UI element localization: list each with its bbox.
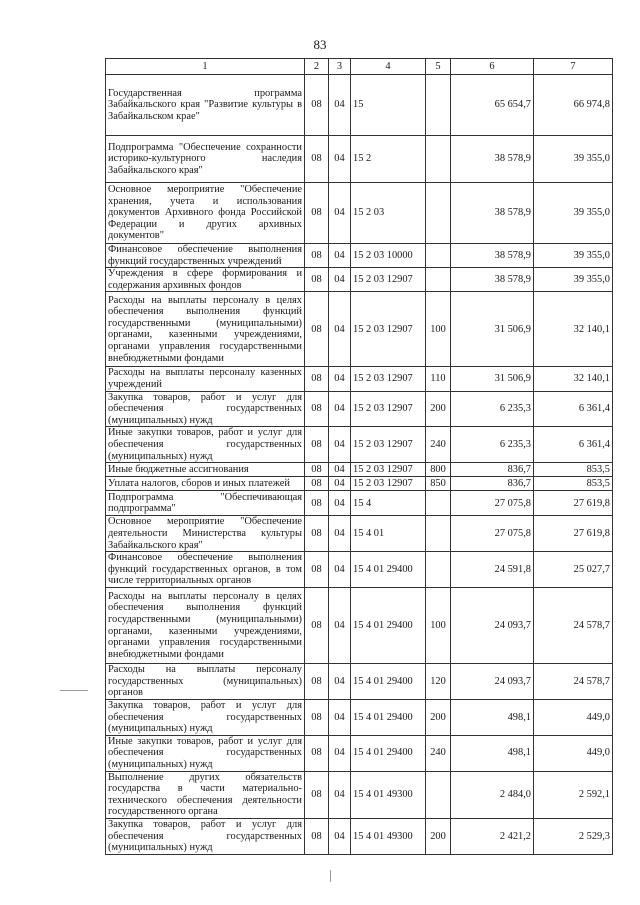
target-article-cell: 15 4 01 49300: [351, 819, 426, 855]
target-article-cell: 15 4: [351, 491, 426, 516]
table-row: [106, 664, 613, 700]
target-article-cell: 15 4 01 29400: [351, 664, 426, 700]
section-code-cell: 08: [305, 427, 329, 463]
section-code-cell: 08: [305, 244, 329, 268]
section-code-cell: 08: [305, 477, 329, 491]
amount-col6-cell: 31 506,9: [451, 292, 534, 367]
row-name-cell: Расходы на выплаты персоналу государственных (муниципальных) органов: [106, 664, 305, 700]
target-article-cell: 15 2 03 12907: [351, 367, 426, 391]
table-row: [106, 244, 613, 268]
subsection-code-cell: 04: [329, 735, 351, 771]
target-article-cell: 15 2 03 10000: [351, 244, 426, 268]
table-row: [106, 268, 613, 292]
expense-type-cell: [426, 268, 451, 292]
table-row: [106, 552, 613, 588]
expense-type-cell: 100: [426, 588, 451, 664]
table-row: [106, 516, 613, 552]
amount-col7-cell: 449,0: [534, 699, 613, 735]
row-name-cell: Финансовое обеспечение выполнения функций государственных учреждений: [106, 244, 305, 268]
amount-col6-cell: 27 075,8: [451, 516, 534, 552]
section-code-cell: 08: [305, 735, 329, 771]
table-row: [106, 183, 613, 244]
amount-col6-cell: 24 093,7: [451, 664, 534, 700]
subsection-code-cell: 04: [329, 552, 351, 588]
row-name-cell: Расходы на выплаты персоналу в целях обеспечения выполнения функций государственными (муниципальными) органами, казенными учреждениями, органами управления государственными внебюджетными фондами: [106, 292, 305, 367]
row-name-cell: Подпрограмма "Обеспечивающая подпрограмма": [106, 491, 305, 516]
subsection-code-cell: 04: [329, 516, 351, 552]
table-row: [106, 292, 613, 367]
expense-type-cell: [426, 183, 451, 244]
expense-type-cell: [426, 491, 451, 516]
section-code-cell: 08: [305, 516, 329, 552]
amount-col7-cell: 39 355,0: [534, 268, 613, 292]
table-row: [106, 75, 613, 136]
expense-type-cell: [426, 136, 451, 183]
amount-col6-cell: 38 578,9: [451, 244, 534, 268]
target-article-cell: 15 2 03: [351, 183, 426, 244]
header-cell-7: 7: [534, 59, 613, 75]
section-code-cell: 08: [305, 588, 329, 664]
expense-type-cell: 200: [426, 391, 451, 427]
row-name-cell: Закупка товаров, работ и услуг для обеспечения государственных (муниципальных) нужд: [106, 391, 305, 427]
row-name-cell: Государственная программа Забайкальского края "Развитие культуры в Забайкальском крае": [106, 75, 305, 136]
target-article-cell: 15 4 01 29400: [351, 588, 426, 664]
row-name-cell: Уплата налогов, сборов и иных платежей: [106, 477, 305, 491]
target-article-cell: 15 2 03 12907: [351, 427, 426, 463]
expense-type-cell: [426, 552, 451, 588]
section-code-cell: 08: [305, 367, 329, 391]
row-name-cell: Закупка товаров, работ и услуг для обеспечения государственных (муниципальных) нужд: [106, 699, 305, 735]
section-code-cell: 08: [305, 183, 329, 244]
header-cell-3: 3: [329, 59, 351, 75]
scan-speck: [330, 870, 331, 882]
subsection-code-cell: 04: [329, 491, 351, 516]
subsection-code-cell: 04: [329, 477, 351, 491]
amount-col7-cell: 6 361,4: [534, 427, 613, 463]
subsection-code-cell: 04: [329, 391, 351, 427]
row-name-cell: Основное мероприятие "Обеспечение хранения, учета и использования документов Архивного фонда Российской Федерации и других архивных документов": [106, 183, 305, 244]
expense-type-cell: 800: [426, 463, 451, 477]
header-cell-1: 1: [106, 59, 305, 75]
amount-col6-cell: 6 235,3: [451, 427, 534, 463]
page-number: 83: [313, 37, 327, 52]
subsection-code-cell: 04: [329, 699, 351, 735]
amount-col7-cell: 853,5: [534, 463, 613, 477]
target-article-cell: 15 4 01 49300: [351, 771, 426, 818]
row-name-cell: Основное мероприятие "Обеспечение деятельности Министерства культуры Забайкальского края": [106, 516, 305, 552]
subsection-code-cell: 04: [329, 136, 351, 183]
subsection-code-cell: 04: [329, 268, 351, 292]
row-name-cell: Иные закупки товаров, работ и услуг для обеспечения государственных (муниципальных) нужд: [106, 735, 305, 771]
row-name-cell: Финансовое обеспечение выполнения функций государственных органов, в том числе территориальных органов: [106, 552, 305, 588]
expense-type-cell: 200: [426, 699, 451, 735]
section-code-cell: 08: [305, 819, 329, 855]
expense-type-cell: 110: [426, 367, 451, 391]
table-row: [106, 735, 613, 771]
subsection-code-cell: 04: [329, 244, 351, 268]
amount-col7-cell: 27 619,8: [534, 491, 613, 516]
section-code-cell: 08: [305, 268, 329, 292]
expense-type-cell: 240: [426, 427, 451, 463]
amount-col7-cell: 449,0: [534, 735, 613, 771]
subsection-code-cell: 04: [329, 367, 351, 391]
subsection-code-cell: 04: [329, 588, 351, 664]
amount-col7-cell: 39 355,0: [534, 183, 613, 244]
row-name-cell: Иные закупки товаров, работ и услуг для обеспечения государственных (муниципальных) нужд: [106, 427, 305, 463]
section-code-cell: 08: [305, 491, 329, 516]
target-article-cell: 15 2 03 12907: [351, 391, 426, 427]
row-name-cell: Подпрограмма "Обеспечение сохранности историко-культурного наследия Забайкальского края": [106, 136, 305, 183]
section-code-cell: 08: [305, 463, 329, 477]
section-code-cell: 08: [305, 136, 329, 183]
amount-col6-cell: 2 484,0: [451, 771, 534, 818]
amount-col7-cell: 66 974,8: [534, 75, 613, 136]
target-article-cell: 15 4 01 29400: [351, 552, 426, 588]
amount-col6-cell: 38 578,9: [451, 268, 534, 292]
expense-type-cell: [426, 244, 451, 268]
amount-col6-cell: 498,1: [451, 735, 534, 771]
subsection-code-cell: 04: [329, 664, 351, 700]
expense-type-cell: 100: [426, 292, 451, 367]
row-name-cell: Закупка товаров, работ и услуг для обеспечения государственных (муниципальных) нужд: [106, 819, 305, 855]
row-name-cell: Учреждения в сфере формирования и содержания архивных фондов: [106, 268, 305, 292]
target-article-cell: 15 2 03 12907: [351, 268, 426, 292]
amount-col7-cell: 32 140,1: [534, 367, 613, 391]
expense-type-cell: 850: [426, 477, 451, 491]
header-cell-2: 2: [305, 59, 329, 75]
table-row: [106, 491, 613, 516]
section-code-cell: 08: [305, 292, 329, 367]
amount-col7-cell: 24 578,7: [534, 664, 613, 700]
target-article-cell: 15: [351, 75, 426, 136]
section-code-cell: 08: [305, 664, 329, 700]
amount-col6-cell: 498,1: [451, 699, 534, 735]
subsection-code-cell: 04: [329, 75, 351, 136]
amount-col7-cell: 853,5: [534, 477, 613, 491]
table-row: [106, 463, 613, 477]
table-row: [106, 699, 613, 735]
header-cell-6: 6: [451, 59, 534, 75]
table-row: [106, 427, 613, 463]
target-article-cell: 15 2 03 12907: [351, 292, 426, 367]
amount-col6-cell: 38 578,9: [451, 136, 534, 183]
row-name-cell: Иные бюджетные ассигнования: [106, 463, 305, 477]
target-article-cell: 15 2 03 12907: [351, 477, 426, 491]
amount-col7-cell: 2 592,1: [534, 771, 613, 818]
table-row: [106, 477, 613, 491]
amount-col6-cell: 27 075,8: [451, 491, 534, 516]
amount-col6-cell: 38 578,9: [451, 183, 534, 244]
amount-col6-cell: 6 235,3: [451, 391, 534, 427]
amount-col6-cell: 836,7: [451, 463, 534, 477]
amount-col7-cell: 39 355,0: [534, 244, 613, 268]
expense-type-cell: [426, 771, 451, 818]
section-code-cell: 08: [305, 391, 329, 427]
scan-speck: [60, 690, 88, 691]
target-article-cell: 15 2: [351, 136, 426, 183]
amount-col7-cell: 6 361,4: [534, 391, 613, 427]
table-row: [106, 136, 613, 183]
table-row: [106, 588, 613, 664]
subsection-code-cell: 04: [329, 819, 351, 855]
section-code-cell: 08: [305, 771, 329, 818]
subsection-code-cell: 04: [329, 183, 351, 244]
table-row: [106, 819, 613, 855]
amount-col7-cell: 32 140,1: [534, 292, 613, 367]
row-name-cell: Расходы на выплаты персоналу в целях обеспечения выполнения функций государственными (муниципальными) органами, казенными учреждениями, органами управления государственными внебюджетными фондами: [106, 588, 305, 664]
row-name-cell: Расходы на выплаты персоналу казенных учреждений: [106, 367, 305, 391]
table-row: [106, 367, 613, 391]
expense-type-cell: 240: [426, 735, 451, 771]
subsection-code-cell: 04: [329, 427, 351, 463]
target-article-cell: 15 4 01 29400: [351, 699, 426, 735]
target-article-cell: 15 2 03 12907: [351, 463, 426, 477]
amount-col7-cell: 39 355,0: [534, 136, 613, 183]
section-code-cell: 08: [305, 75, 329, 136]
section-code-cell: 08: [305, 699, 329, 735]
table-row: [106, 771, 613, 818]
expense-type-cell: [426, 516, 451, 552]
amount-col6-cell: 24 093,7: [451, 588, 534, 664]
expense-type-cell: 120: [426, 664, 451, 700]
budget-table: [105, 58, 613, 855]
subsection-code-cell: 04: [329, 292, 351, 367]
expense-type-cell: [426, 75, 451, 136]
header-cell-5: 5: [426, 59, 451, 75]
expense-type-cell: 200: [426, 819, 451, 855]
amount-col6-cell: 31 506,9: [451, 367, 534, 391]
subsection-code-cell: 04: [329, 463, 351, 477]
amount-col6-cell: 2 421,2: [451, 819, 534, 855]
amount-col7-cell: 25 027,7: [534, 552, 613, 588]
target-article-cell: 15 4 01: [351, 516, 426, 552]
row-name-cell: Выполнение других обязательств государства в части материально-технического обеспечения деятельности государственного органа: [106, 771, 305, 818]
subsection-code-cell: 04: [329, 771, 351, 818]
section-code-cell: 08: [305, 552, 329, 588]
amount-col7-cell: 27 619,8: [534, 516, 613, 552]
amount-col7-cell: 24 578,7: [534, 588, 613, 664]
header-cell-4: 4: [351, 59, 426, 75]
header-row: [106, 59, 613, 75]
amount-col6-cell: 24 591,8: [451, 552, 534, 588]
amount-col6-cell: 836,7: [451, 477, 534, 491]
amount-col7-cell: 2 529,3: [534, 819, 613, 855]
table-row: [106, 391, 613, 427]
target-article-cell: 15 4 01 29400: [351, 735, 426, 771]
amount-col6-cell: 65 654,7: [451, 75, 534, 136]
